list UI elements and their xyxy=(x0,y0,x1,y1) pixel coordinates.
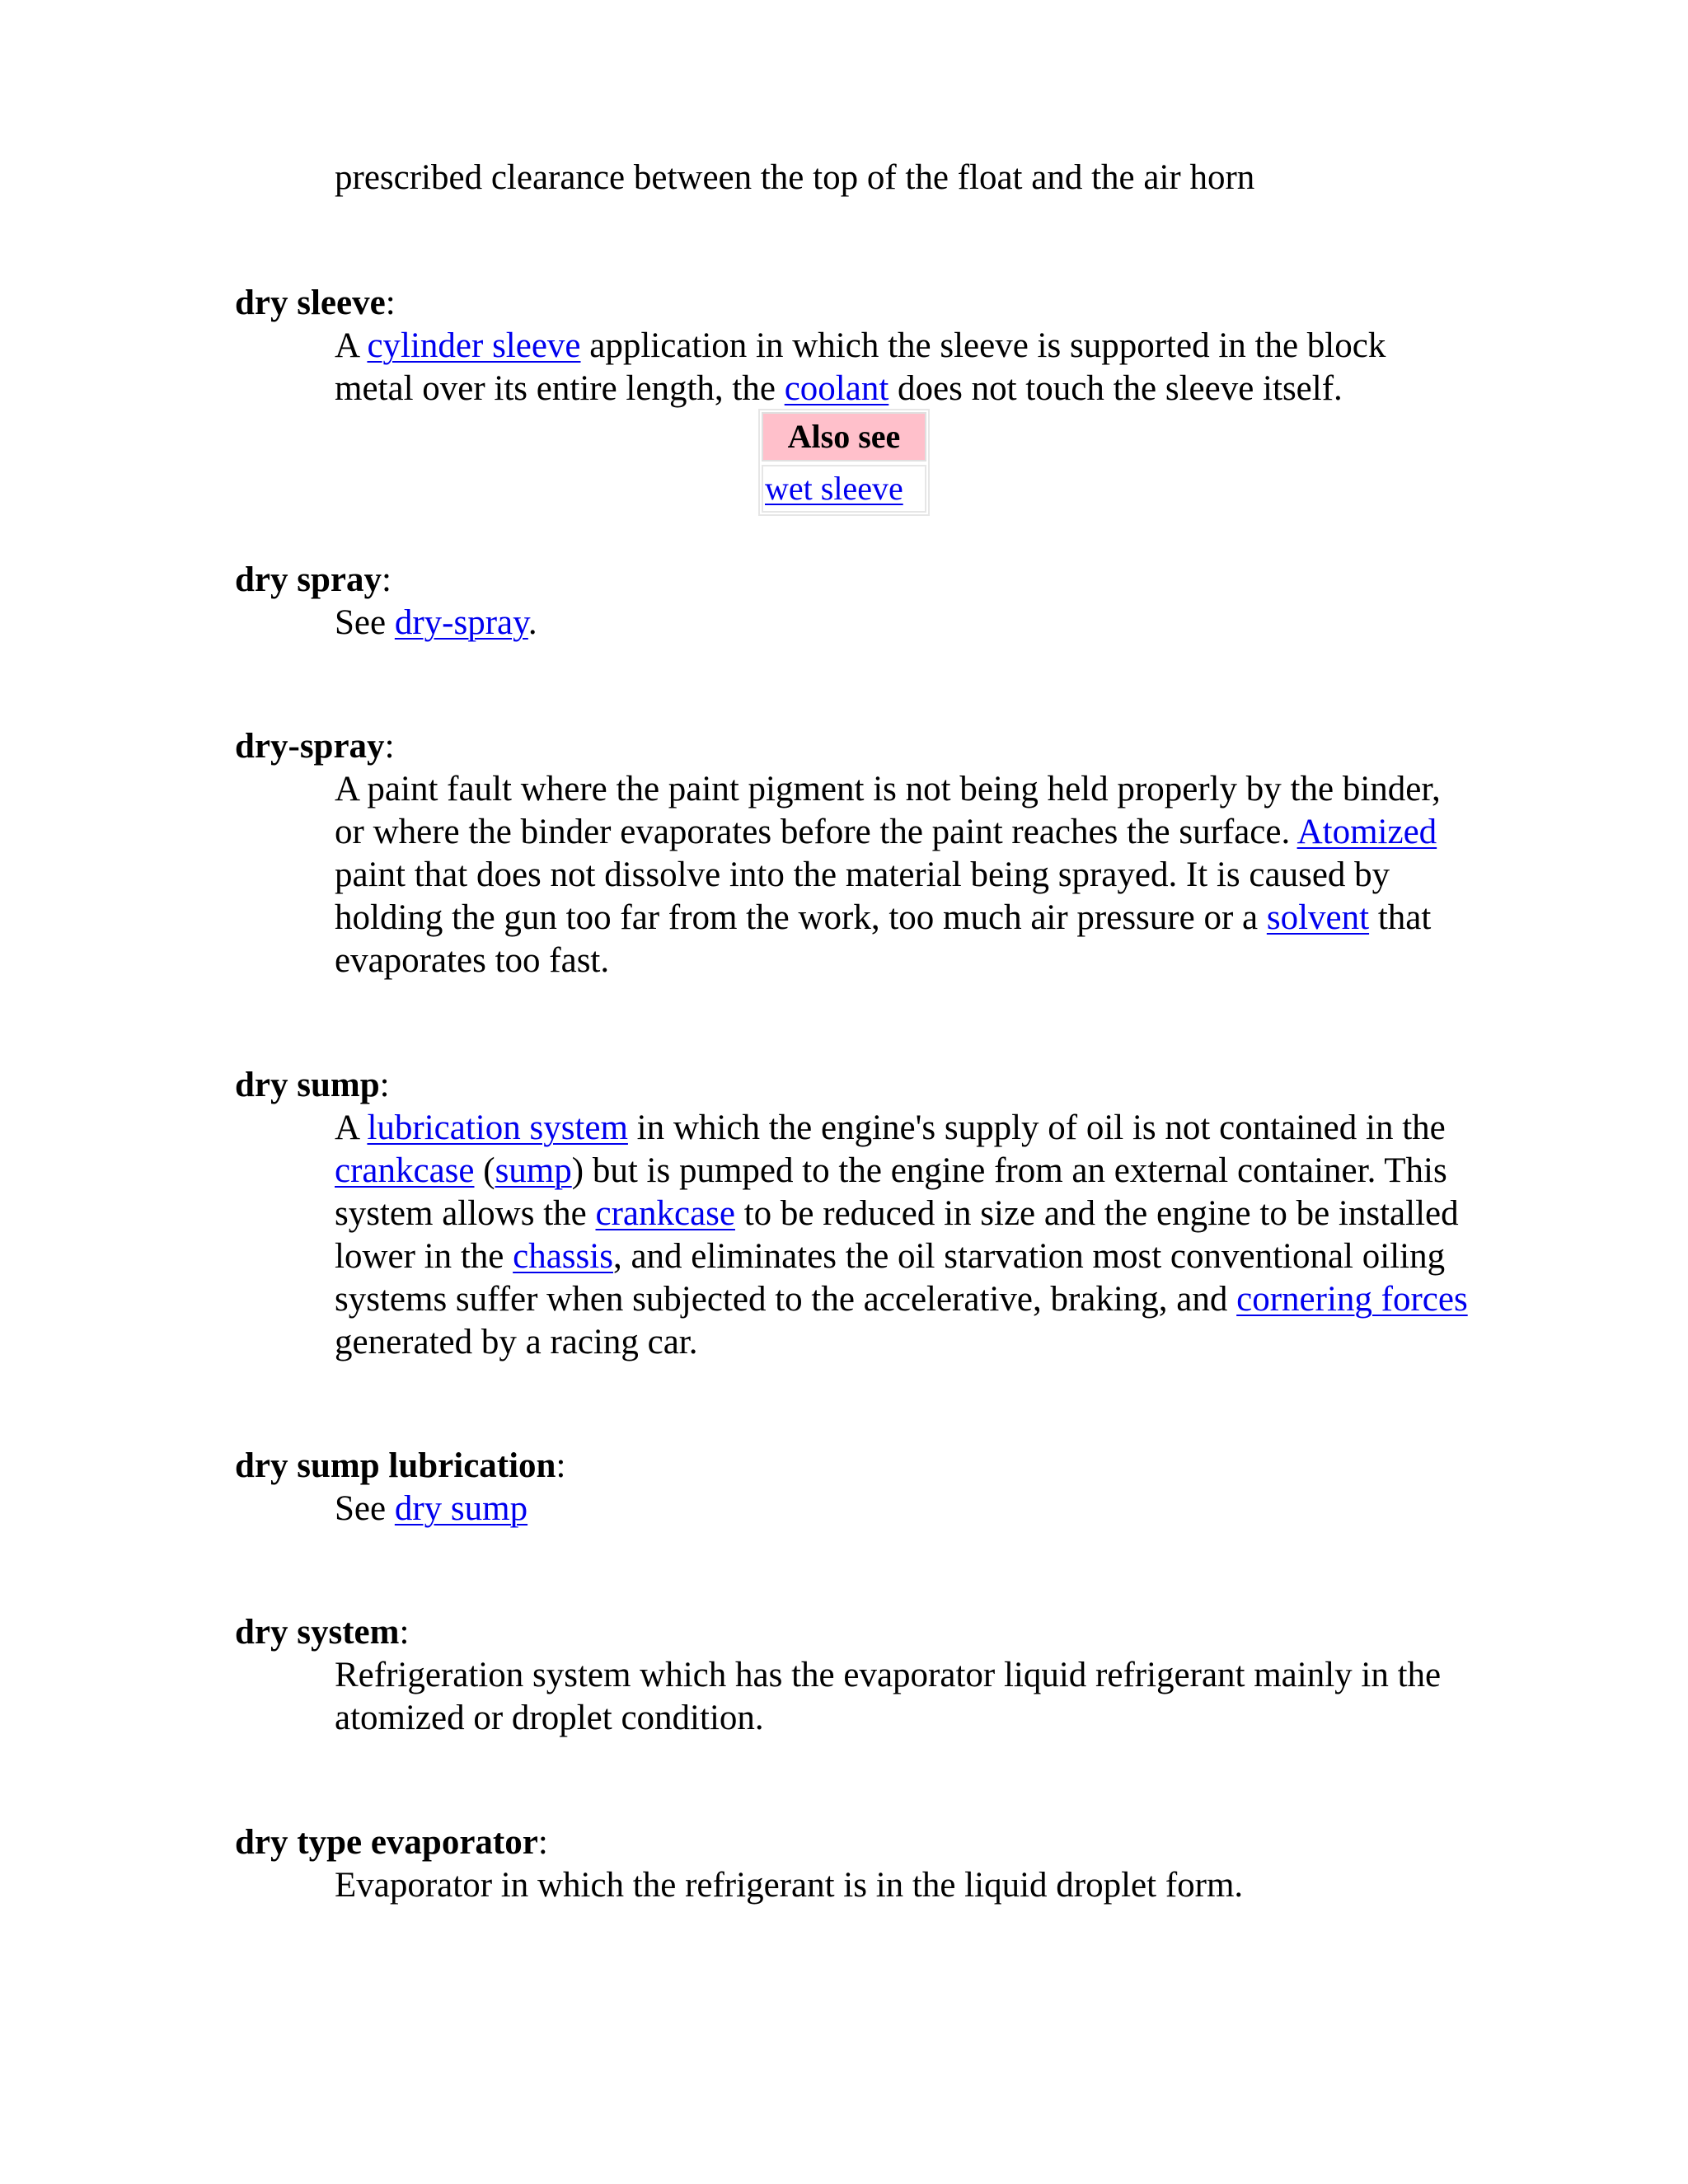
entry-term-line: dry sump: xyxy=(235,1066,390,1104)
also-see-cell xyxy=(762,465,926,513)
entry-dry-system xyxy=(235,1611,1471,1740)
definition: Refrigeration system which has the evaporator liquid refrigerant mainly in the atomized or droplet condition. xyxy=(335,1656,1442,1737)
definition-text: to be reduced in size and the engine to be installed lower in the xyxy=(335,1194,1459,1276)
entry-term-line: dry spray: xyxy=(235,560,392,599)
entry-dry-sleeve xyxy=(235,282,1471,410)
link-coolant[interactable]: coolant xyxy=(784,369,889,408)
also-see-table xyxy=(758,409,930,516)
link-atomized[interactable]: Atomized xyxy=(1296,813,1437,851)
link-cornering-forces[interactable]: cornering forces xyxy=(1236,1280,1468,1319)
entry-term-line: dry system: xyxy=(235,1613,410,1652)
term-dry-sleeve: dry sleeve xyxy=(235,284,386,322)
definition xyxy=(335,1488,1472,1530)
definition xyxy=(335,602,1472,644)
definition-text: A xyxy=(335,1108,368,1147)
definition-text: See xyxy=(335,1489,395,1528)
link-solvent[interactable]: solvent xyxy=(1266,898,1370,937)
link-dry-spray[interactable]: dry-spray xyxy=(394,603,528,642)
continued-definition: prescribed clearance between the top of the float and the air horn xyxy=(335,158,1255,197)
definition-text: does not touch the sleeve itself. xyxy=(889,369,1343,408)
term-dry-type-evaporator: dry type evaporator xyxy=(235,1823,538,1862)
definition: Evaporator in which the refrigerant is in the liquid droplet form. xyxy=(335,1866,1244,1905)
definition-text: application in which the sleeve is supported in the block metal over its entire length, the xyxy=(335,326,1386,408)
definition xyxy=(335,1107,1472,1364)
link-cylinder-sleeve[interactable]: cylinder sleeve xyxy=(367,326,581,365)
definition-text: A paint fault where the paint pigment is not being held properly by the binder, or where the binder evaporates before the paint reaches the surface. xyxy=(335,770,1441,851)
definition-text: A xyxy=(335,326,368,365)
entry-term-line: dry sleeve: xyxy=(235,284,396,322)
definition-text: that evaporates too fast. xyxy=(335,898,1432,980)
link-dry-sump[interactable]: dry sump xyxy=(394,1489,528,1528)
term-dry-sump: dry sump xyxy=(235,1066,380,1104)
term-dry-system: dry system xyxy=(235,1613,400,1652)
term-dry-sump-lubrication: dry sump lubrication xyxy=(235,1446,556,1485)
link-chassis[interactable]: chassis xyxy=(513,1237,613,1276)
link-wet-sleeve[interactable]: wet sleeve xyxy=(765,470,903,507)
definition-text: ) but is pumped to the engine from an external container. This system allows the xyxy=(335,1151,1447,1233)
definition-text: , and eliminates the oil starvation most conventional oiling systems suffer when subjected to the accelerative, braking, and xyxy=(335,1237,1446,1319)
definition-text: generated by a racing car. xyxy=(335,1323,698,1361)
link-sump[interactable]: sump xyxy=(495,1151,572,1190)
link-lubrication-system[interactable]: lubrication system xyxy=(367,1108,628,1147)
link-crankcase[interactable]: crankcase xyxy=(335,1151,475,1190)
also-see-header: Also see xyxy=(762,412,926,462)
definition-text: in which the engine's supply of oil is not contained in the xyxy=(627,1108,1446,1147)
definition xyxy=(335,325,1472,410)
entry-dry-spray xyxy=(235,559,1471,644)
entry-term-line: dry sump lubrication: xyxy=(235,1446,566,1485)
definition-text: See xyxy=(335,603,395,642)
term-dry-spray-hyphen: dry-spray xyxy=(235,727,385,766)
term-dry-spray: dry spray xyxy=(235,560,382,599)
definition-text: paint that does not dissolve into the material being sprayed. It is caused by holding the gun too far from the work, too much air pressure or a xyxy=(335,855,1390,937)
definition xyxy=(335,768,1472,982)
entry-dry-sump-lubrication xyxy=(235,1445,1471,1530)
entry-dry-type-evaporator xyxy=(235,1821,1471,1907)
link-crankcase[interactable]: crankcase xyxy=(595,1194,735,1233)
definition-text: . xyxy=(528,603,537,642)
entry-term-line: dry-spray: xyxy=(235,727,395,766)
entry-term-line: dry type evaporator: xyxy=(235,1823,548,1862)
entry-dry-sump xyxy=(235,1064,1471,1364)
entry-dry-spray-hyphen xyxy=(235,725,1471,982)
definition-text: ( xyxy=(474,1151,495,1190)
